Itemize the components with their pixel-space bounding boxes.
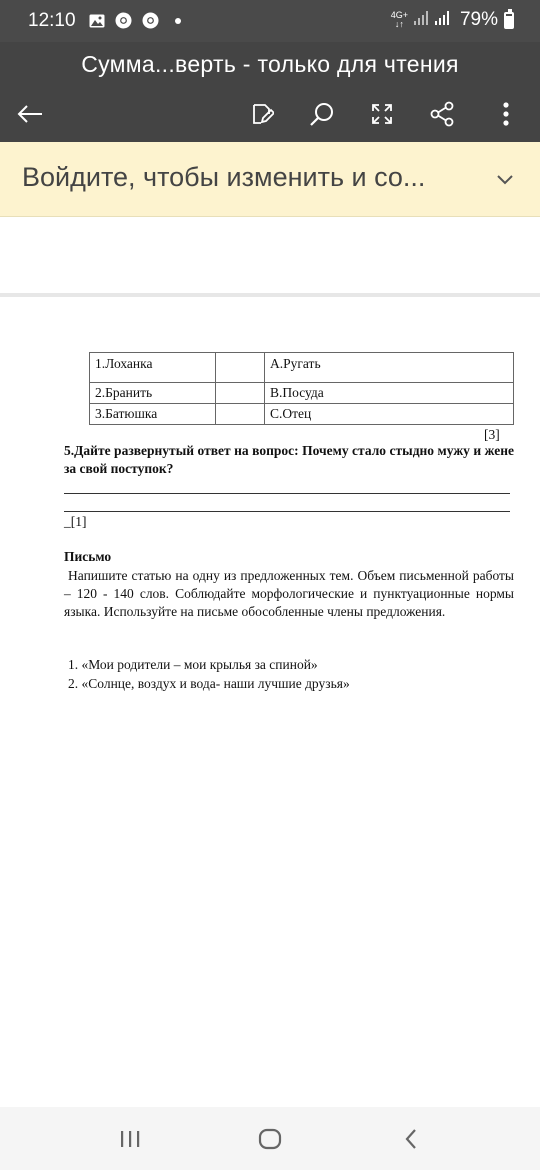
- list-item: 2. «Солнце, воздух и вода- наши лучшие друзья»: [68, 676, 350, 691]
- table-score: [3]: [484, 427, 500, 442]
- table-row: [90, 383, 514, 404]
- status-time: 12:10: [28, 10, 76, 31]
- chrome-icon: [142, 12, 159, 29]
- more-button[interactable]: [488, 96, 524, 132]
- table-cell: С.Отец: [265, 404, 514, 425]
- status-bar: [0, 0, 540, 42]
- fullscreen-button[interactable]: [364, 96, 400, 132]
- list-item: 1. «Мои родители – мои крылья за спиной»: [68, 657, 318, 672]
- edit-button[interactable]: [244, 96, 280, 132]
- battery-icon: [504, 12, 514, 29]
- back-button[interactable]: [12, 96, 48, 132]
- table-cell: 3.Батюшка: [90, 404, 216, 425]
- battery-level: [506, 16, 512, 26]
- document-page: [0, 297, 540, 1107]
- sign-in-banner[interactable]: [0, 142, 540, 217]
- image-icon: [88, 12, 105, 29]
- signal-icon: [414, 9, 454, 31]
- chevron-down-icon[interactable]: [492, 166, 518, 192]
- answer-line: [64, 511, 510, 512]
- nav-back-button[interactable]: [394, 1122, 428, 1156]
- table-row: [90, 404, 514, 425]
- title-bar: [0, 42, 540, 142]
- more-vertical-icon: [502, 101, 510, 127]
- answer-line: [64, 493, 510, 494]
- battery-percent: 79%: [459, 9, 498, 30]
- table-cell: [216, 404, 265, 425]
- table-cell: 1.Лоханка: [90, 353, 216, 383]
- search-button[interactable]: [304, 96, 340, 132]
- notification-icons: [88, 12, 186, 29]
- share-button[interactable]: [424, 96, 460, 132]
- share-icon: [429, 101, 455, 127]
- search-icon: [309, 101, 335, 127]
- table-cell: 2.Бранить: [90, 383, 216, 404]
- table-cell: В.Посуда: [265, 383, 514, 404]
- home-button[interactable]: [253, 1122, 287, 1156]
- letter-heading: Письмо: [64, 549, 112, 564]
- table-cell: А.Ругать: [265, 353, 514, 383]
- recents-button[interactable]: [113, 1122, 147, 1156]
- table-cell: [216, 353, 265, 383]
- dot-icon: [169, 12, 186, 29]
- table-row: [90, 353, 514, 383]
- answer-score: _[1]: [64, 514, 87, 529]
- chrome-icon: [115, 12, 132, 29]
- expand-icon: [370, 102, 394, 126]
- edit-pen-icon: [250, 102, 274, 126]
- system-nav-bar: [0, 1107, 540, 1170]
- topics-list: [68, 655, 350, 693]
- home-icon: [258, 1128, 282, 1150]
- recents-icon: [119, 1129, 141, 1149]
- arrow-left-icon: [16, 104, 44, 124]
- document-title: Сумма...верть - только для чтения: [81, 51, 459, 77]
- status-right: [391, 9, 514, 31]
- network-type: 4G+ ↓↑: [390, 10, 408, 29]
- question-5: 5.Дайте развернутый ответ на вопрос: Почему стало стыдно мужу и жене за свой поступок?: [64, 443, 514, 476]
- matching-table: [89, 352, 514, 425]
- back-chevron-icon: [404, 1128, 418, 1150]
- letter-task: Напишите статью на одну из предложенных тем. Объем письменной работы – 120 - 140 слов. Соблюдайте морфологические и пунктуационные нормы языка. Используйте на письме обособленные члены предложения.: [64, 568, 514, 619]
- banner-text: Войдите, чтобы изменить и со...: [22, 162, 426, 192]
- table-cell: [216, 383, 265, 404]
- toolbar: [0, 94, 540, 134]
